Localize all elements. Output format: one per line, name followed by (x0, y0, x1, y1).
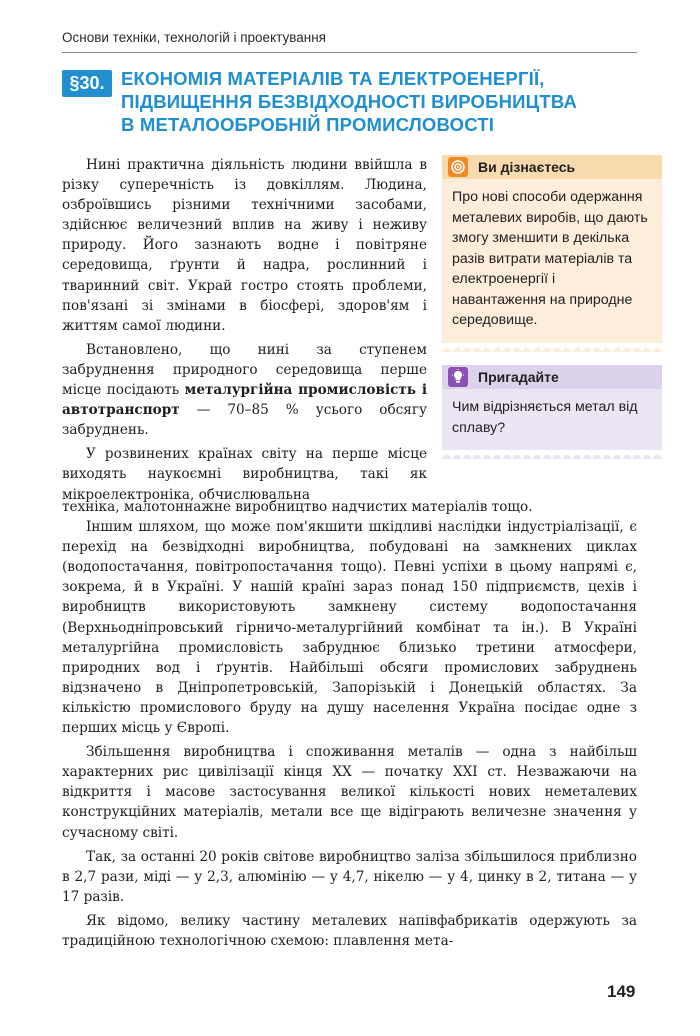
section-title-line: ЕКОНОМІЯ МАТЕРІАЛІВ ТА ЕЛЕКТРОЕНЕРГІЇ, (121, 68, 545, 89)
page-number: 149 (607, 982, 636, 1001)
paragraph-text: — 70–85 % усього обсягу забруднень. (62, 402, 427, 439)
recall-box-header (442, 365, 662, 389)
recall-box-heading: Пригадайте (478, 369, 559, 385)
paragraph-text: Встановлено, що нині за ступенем забруднення природного середовища перше місце посідають (62, 341, 427, 399)
paragraph: У розвинених країнах світу на перше місце виходять наукоємні виробництва, такі як мікроелектроніка, обчислювальна (62, 446, 427, 503)
paragraph: Нині практична діяльність людини ввійшла в різку суперечність із довкіллям. Людина, озброївшись різними технічними засобами, здійснює величезний вплив на живу і неживу природу. Його зазнають водне і повітряне середовища, ґрунти й надра, рослинний і тваринний світ. Украй гостро стоять проблеми, пов'язані зі змінами в біосфері, здоров'ям і життям самої людини. (62, 157, 427, 334)
running-header: Основи техніки, технологій і проектування (62, 30, 326, 45)
paragraph: Так, за останні 20 років світове виробництво заліза збільшилося приблизно в 2,7 рази, міді — у 2,3, алюмінію — у 4,7, нікелю — у 4, цинку в 2, титана — у 17 разів. (62, 848, 637, 905)
target-icon (448, 157, 468, 177)
paragraph: Іншим шляхом, що може пом'якшити шкідливі наслідки індустріалізації, є перехід на безвідходні виробництва, побудовані на замкнених циклах (водопостачання, повітропостачання тощо). Певні успіхи в цьому напрямі є, зокрема, й в Україні. У нашій країні зараз понад 150 підприємств, цехів і виробництв використовують замкнену систему водопостачання (Верхньодніпровський гірничо-металургійний комбінат та ін.). В Україні металургійна промисловість забруднює близько третини атмосфери, природних вод і ґрунтів. Найбільші обсяги промислових забруднень відзначено в Дніпропетровській, Запорізькій і Донецькій областях. За кількістю промислового бруду на душу населення Україна посідає одне з перших місць у Європі. (62, 519, 637, 737)
learn-box-heading: Ви дізнаєтесь (478, 159, 576, 175)
paragraph: Як відомо, велику частину металевих напівфабрикатів одержують за традиційною технологічною схемою: плавлення мета- (62, 912, 637, 949)
body-text-left-column (62, 155, 427, 505)
learn-box-body: Про нові способи одержання металевих виробів, що дають змогу зменшити в декілька разів витрати матеріалів та електроенергії і навантаження на природне середовище. (442, 179, 662, 343)
section-title-line: В МЕТАЛООБРОБНІЙ ПРОМИСЛОВОСТІ (121, 114, 495, 135)
lightbulb-icon (448, 367, 468, 387)
header-divider (62, 52, 637, 53)
bold-term: металургійна промисловість і автотранспорт (62, 382, 427, 419)
recall-box (442, 365, 662, 450)
recall-box-body: Чим відрізняється метал від сплаву? (442, 389, 662, 450)
body-text-full-column (62, 497, 637, 951)
section-title (121, 67, 636, 136)
paragraph: Збільшення виробництва і споживання металів — одна з найбільш характерних рис цивілізації кінця XX — початку XXI ст. Незважаючи на відкриття і масове застосування великої кількості нових неметалевих конструкційних матеріалів, метали все ще відіграють величезне значення у сучасному світі. (62, 744, 637, 841)
learn-box-header (442, 155, 662, 179)
section-number-badge: §30. (62, 70, 112, 97)
learn-box (442, 155, 662, 343)
section-title-line: ПІДВИЩЕННЯ БЕЗВІДХОДНОСТІ ВИРОБНИЦТВА (121, 91, 578, 112)
paragraph (62, 340, 427, 440)
paragraph-continuation: техніка, малотоннажне виробництво надчистих матеріалів тощо. (62, 499, 533, 515)
